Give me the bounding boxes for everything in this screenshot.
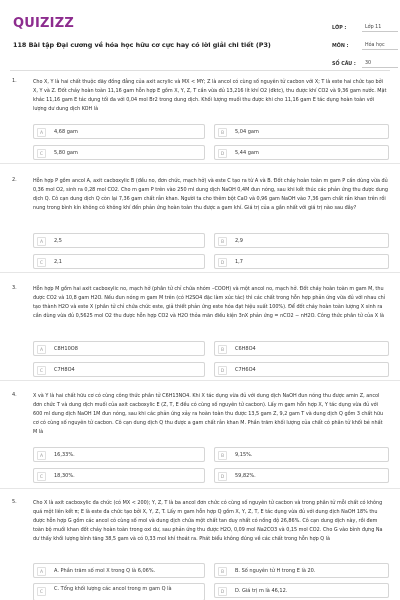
question-number: 5. — [12, 499, 17, 505]
option-letter: A — [37, 567, 46, 576]
meta-row-class — [332, 24, 400, 33]
option-text: 4,68 gam — [54, 129, 78, 135]
option-letter: C — [37, 258, 46, 267]
option-letter: A — [37, 345, 46, 354]
meta-value: Lớp 11 — [362, 25, 398, 32]
question-number: 4. — [12, 392, 17, 398]
option-letter: B — [218, 451, 227, 460]
option-text: 2,1 — [54, 259, 62, 265]
option-letter: D — [218, 149, 227, 158]
quizizz-logo: QUIZIZZ — [13, 16, 74, 31]
option-letter: C — [37, 472, 46, 481]
question-divider — [0, 163, 400, 164]
option-letter: A — [37, 237, 46, 246]
question-number: 3. — [12, 285, 17, 291]
option-letter: A — [37, 128, 46, 137]
worksheet-title: 118 Bài tập Đại cương về hóa học hữu cơ cực hay có lời giải chi tiết (P3) — [13, 41, 271, 49]
option-c[interactable] — [33, 145, 205, 160]
question-divider — [0, 488, 400, 489]
option-text: 2,5 — [54, 238, 62, 244]
option-b[interactable] — [214, 447, 389, 462]
option-c[interactable] — [33, 362, 205, 377]
option-c[interactable] — [33, 468, 205, 483]
option-text: 5,80 gam — [54, 150, 78, 156]
option-a[interactable] — [33, 341, 205, 356]
option-d[interactable] — [214, 254, 389, 269]
option-letter: C — [37, 587, 46, 596]
question-text: Cho X là axit cacboxylic đa chức (có MX < 200); Y, Z, T là ba ancol đơn chức có cùng số nguyên tử cacbon và trong phân tử mỗi chất có không quá một liên kết π; E là este đa chức tạo bởi X, Y, Z, T. Lấy m gam hỗn hợp Q gồm X, Y, Z, T, E tác dụng vừa đủ với dung dịch NaOH 18% thu được hỗn hợp G gồm các ancol có cùng số mol và dung dịch chứa một chất tan duy nhất có nồng độ 26,86%. Cô cạn dung dịch này, rồi đem toàn bộ muối khan đốt cháy hoàn toàn trong oxi dư, sau phản ứng thu được H2O, 0,09 mol Na2CO3 và 0,15 mol CO2. Cho G vào bình đựng Na dư thấy khối lượng bình tăng 38,5 gam và có 0,33 mol khí thoát ra. Phát biểu không đúng về các chất trong hỗn hợp Q là — [33, 500, 383, 542]
meta-row-subject — [332, 42, 400, 51]
option-d[interactable] — [214, 583, 389, 598]
question-text: Hỗn hợp M gồm hai axit cacboxylic no, mạch hở (phân tử chỉ chứa nhóm –COOH) và một ancol no, mạch hở. Đốt cháy hoàn toàn m gam M, thu được CO2 và 10,8 gam H2O. Nếu đun nóng m gam M trên (có H2SO4 đặc làm xúc tác) thì các chất trong hỗn hợp phản ứng vừa đủ với nhau chỉ tạo thành H2O và este X (phân tử chỉ chứa chức este, giả thiết phản ứng este hóa đạt hiệu suất 100%). Để đốt cháy hoàn toàn lượng X sinh ra cần dùng vừa đủ 0,5625 mol O2 thu được hỗn hợp CO2 và H2O thỏa mãn điều kiện 3nX phản ứng = nCO2 − nH2O. Công thức phân tử của X là — [33, 286, 386, 319]
meta-value: Hóa học — [362, 43, 398, 50]
option-text: 5,44 gam — [235, 150, 259, 156]
option-text: 2,9 — [235, 238, 243, 244]
option-text: 16,33%. — [54, 452, 75, 458]
question-number: 2. — [12, 177, 17, 183]
option-b[interactable] — [214, 233, 389, 248]
option-letter: C — [37, 149, 46, 158]
option-letter: B — [218, 345, 227, 354]
option-text: 5,04 gam — [235, 129, 259, 135]
meta-label: SỐ CÂU : — [332, 62, 356, 67]
option-text: 9,15%. — [235, 452, 253, 458]
question-text: X và Y là hai chất hữu cơ có cùng công thức phân tử C6H13NO4. Khi X tác dụng vừa đủ với dung dịch NaOH đun nóng thu được amin Z, ancol đơn chức T và dung dịch muối của axit cacboxylic E (Z, T, E đều có cùng số nguyên tử cacbon). Lấy m gam hỗn hợp X, Y tác dụng vừa đủ với 600 ml dung dịch NaOH 1M đun nóng, sau khi các phản ứng xảy ra hoàn toàn thu được 13,5 gam Z, 9,2 gam T và dung dịch Q gồm 3 chất hữu cơ có cùng số nguyên tử cacbon. Cô cạn dung dịch Q thu được a gam chất rắn khan M. Phần trăm khối lượng của chất có phân tử khối bé nhất M là — [33, 393, 384, 435]
meta-value: 30 — [362, 61, 398, 68]
question-text: Cho X, Y là hai chất thuộc dãy đồng đẳng của axit acrylic và MX < MY; Z là ancol có cùng số nguyên tử cacbon với X; T là este hai chức tạo bởi X, Y và Z. Đốt cháy hoàn toàn 11,16 gam hỗn hợp E gồm X, Y, Z, T cần vừa đủ 13,216 lít khí O2 (đktc), thu được khí CO2 và 9,36 gam nước. Mặt khác 11,16 gam E tác dụng tối đa với 0,04 mol Br2 trong dung dịch. Khối lượng muối thu được khi cho 11,16 gam E tác dụng hoàn toàn với lượng dư dung dịch KOH là — [33, 79, 387, 112]
question-text: Hỗn hợp P gồm ancol A, axit cacboxylic B (đều no, đơn chức, mạch hở) và este C tạo ra từ A và B. Đốt cháy hoàn toàn m gam P cần dùng vừa đủ 0,36 mol O2, sinh ra 0,28 mol CO2. Cho m gam P trên vào 250 ml dung dịch NaOH 0,4M đun nóng, sau khi kết thúc các phản ứng thu được dung dịch Q. Cô cạn dung dịch Q còn lại 7,36 gam chất rắn khan. Người ta cho thêm bột CaO và 0,96 gam NaOH vào 7,36 gam chất rắn khan trên rồi nung trong bình kín không có không khí đến phản ứng hoàn toàn thu được a gam khí. Giá trị của a gần nhất với giá trị nào sau đây? — [33, 178, 388, 211]
option-b[interactable] — [214, 563, 389, 578]
option-letter: D — [218, 366, 227, 375]
option-text: C7H8O4 — [54, 367, 75, 373]
worksheet-header — [10, 10, 390, 72]
option-a[interactable] — [33, 233, 205, 248]
header-divider — [10, 70, 390, 71]
question-divider — [0, 272, 400, 273]
option-d[interactable] — [214, 145, 389, 160]
meta-row-count — [332, 60, 400, 69]
option-a[interactable] — [33, 563, 205, 578]
option-text: B. Số nguyên tử H trong E là 20. — [235, 568, 316, 574]
option-c[interactable] — [33, 254, 205, 269]
meta-label: MÔN : — [332, 44, 349, 49]
question-number: 1. — [12, 78, 17, 84]
option-letter: B — [218, 237, 227, 246]
option-text: C7H6O4 — [235, 367, 256, 373]
option-letter: B — [218, 567, 227, 576]
option-letter: D — [218, 472, 227, 481]
option-b[interactable] — [214, 341, 389, 356]
option-text: D. Giá trị m là 46,12. — [235, 588, 288, 594]
option-text: C. Tổng khối lượng các ancol trong m gam Q là — [54, 586, 172, 592]
option-letter: B — [218, 128, 227, 137]
question-divider — [0, 380, 400, 381]
meta-label: LỚP : — [332, 26, 347, 31]
option-text: C8H10O8 — [54, 346, 78, 352]
option-d[interactable] — [214, 468, 389, 483]
option-text: 59,82%. — [235, 473, 256, 479]
option-a[interactable] — [33, 447, 205, 462]
option-letter: D — [218, 258, 227, 267]
option-letter: A — [37, 451, 46, 460]
option-text: A. Phần trăm số mol X trong Q là 6,06%. — [54, 568, 156, 574]
option-letter: D — [218, 587, 227, 596]
option-text: 1,7 — [235, 259, 243, 265]
option-text: C6H8O4 — [235, 346, 256, 352]
option-d[interactable] — [214, 362, 389, 377]
option-a[interactable] — [33, 124, 205, 139]
option-text: 18,30%. — [54, 473, 75, 479]
option-letter: C — [37, 366, 46, 375]
option-b[interactable] — [214, 124, 389, 139]
option-c[interactable] — [33, 583, 205, 600]
